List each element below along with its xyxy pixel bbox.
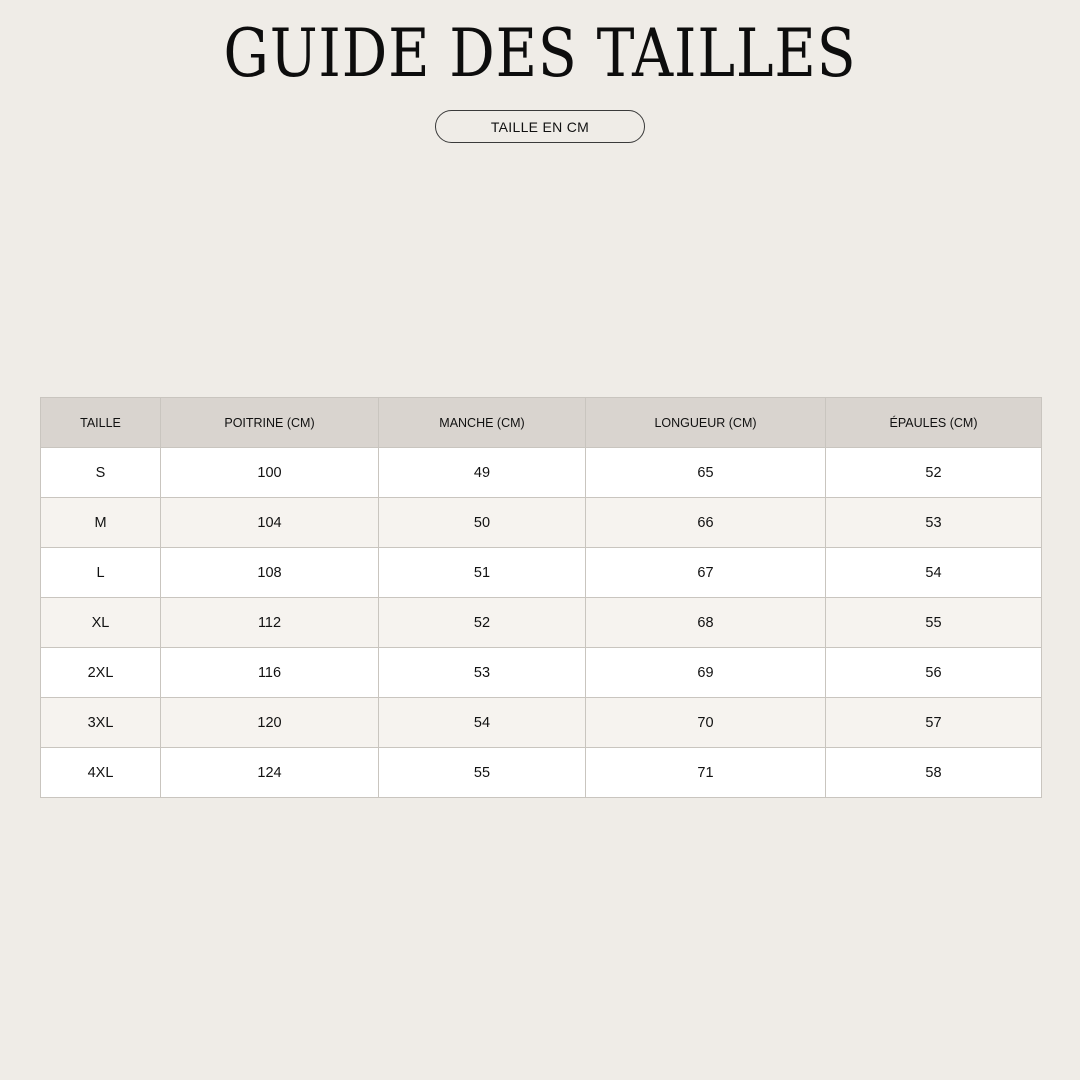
unit-badge (435, 110, 645, 143)
table-cell: 51 (379, 548, 586, 598)
table-cell: 116 (161, 648, 379, 698)
table-cell: 55 (379, 748, 586, 798)
size-table (40, 397, 1042, 798)
table-cell: 2XL (41, 648, 161, 698)
table-cell: 70 (586, 698, 826, 748)
table-cell: 58 (826, 748, 1042, 798)
table-row (41, 698, 1042, 748)
table-cell: 69 (586, 648, 826, 698)
table-cell: 100 (161, 448, 379, 498)
table-cell: 67 (586, 548, 826, 598)
table-row (41, 598, 1042, 648)
column-header: ÉPAULES (CM) (826, 398, 1042, 448)
table-cell: 3XL (41, 698, 161, 748)
table-cell: 52 (379, 598, 586, 648)
column-header: TAILLE (41, 398, 161, 448)
table-cell: 53 (379, 648, 586, 698)
table-cell: 108 (161, 548, 379, 598)
table-cell: 71 (586, 748, 826, 798)
table-row (41, 498, 1042, 548)
table-cell: 53 (826, 498, 1042, 548)
table-row (41, 548, 1042, 598)
table-header-row (41, 398, 1042, 448)
table-cell: 68 (586, 598, 826, 648)
table-cell: 52 (826, 448, 1042, 498)
table-cell: 65 (586, 448, 826, 498)
table-row (41, 448, 1042, 498)
column-header: MANCHE (CM) (379, 398, 586, 448)
table-cell: 112 (161, 598, 379, 648)
column-header: LONGUEUR (CM) (586, 398, 826, 448)
table-cell: 124 (161, 748, 379, 798)
table-cell: 50 (379, 498, 586, 548)
table-row (41, 648, 1042, 698)
table-cell: 120 (161, 698, 379, 748)
table-cell: 49 (379, 448, 586, 498)
table-cell: 66 (586, 498, 826, 548)
table-cell: L (41, 548, 161, 598)
column-header: POITRINE (CM) (161, 398, 379, 448)
table-cell: 56 (826, 648, 1042, 698)
table-cell: 55 (826, 598, 1042, 648)
table-cell: 57 (826, 698, 1042, 748)
table-cell: 54 (826, 548, 1042, 598)
table-cell: 54 (379, 698, 586, 748)
table-cell: XL (41, 598, 161, 648)
table-cell: 104 (161, 498, 379, 548)
unit-badge-label: TAILLE EN CM (490, 118, 590, 135)
table-cell: S (41, 448, 161, 498)
table-cell: 4XL (41, 748, 161, 798)
table-cell: M (41, 498, 161, 548)
table-row (41, 748, 1042, 798)
page-title: GUIDE DES TAILLES (223, 15, 857, 92)
